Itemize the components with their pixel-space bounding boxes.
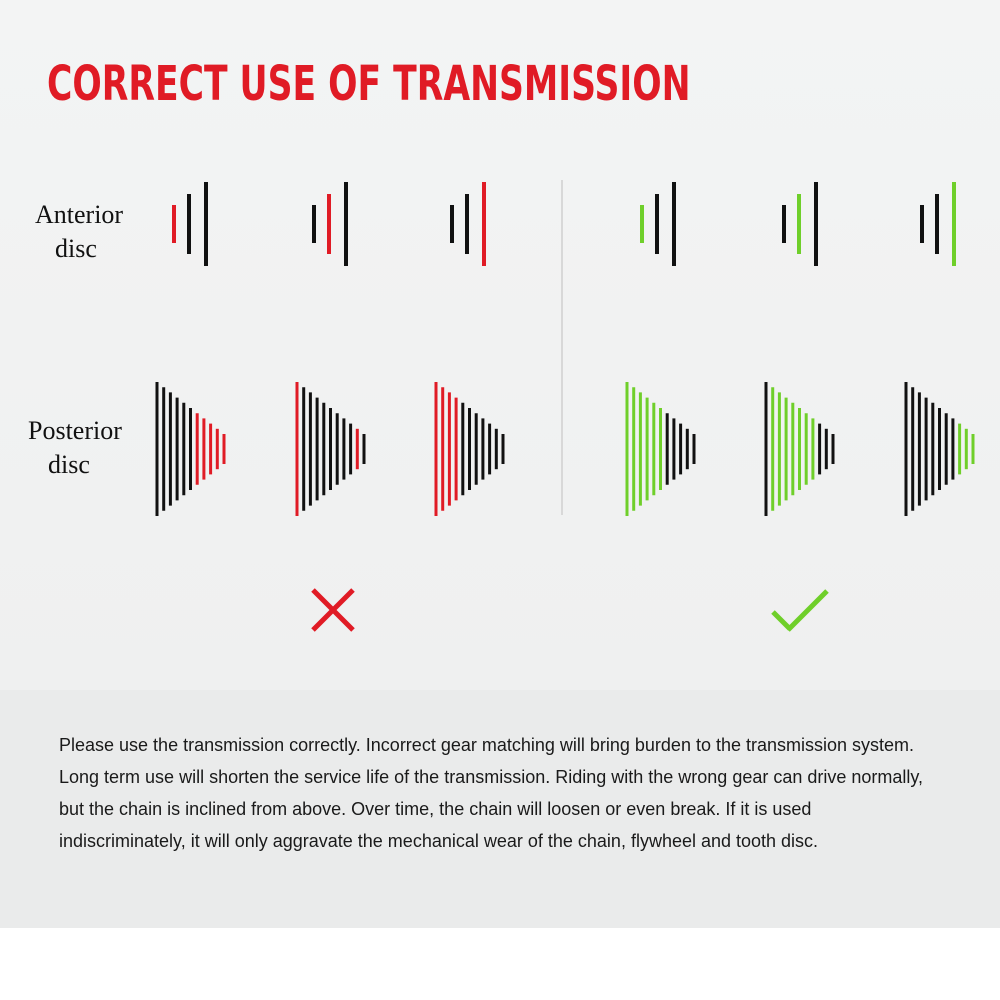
anterior-label-line1: Anterior — [35, 200, 124, 229]
check-icon — [773, 591, 827, 630]
posterior-label-line1: Posterior — [28, 416, 122, 445]
description-text: Please use the transmission correctly. Incorrect gear matching will bring burden to the transmission system. Long term use will shorten the service life of the transmission. Riding with the wrong gear can drive normally, but the chain is inclined from above. Over time, the chain will loosen or even break. If it is used indiscriminately, it will only aggravate the mechanical wear of the chain, flywheel and tooth disc. — [59, 735, 924, 851]
cross-icon — [313, 590, 353, 630]
posterior-label-line2: disc — [48, 450, 90, 479]
anterior-label-line2: disc — [55, 234, 97, 263]
page-title: CORRECT USE OF TRANSMISSION — [47, 56, 691, 112]
